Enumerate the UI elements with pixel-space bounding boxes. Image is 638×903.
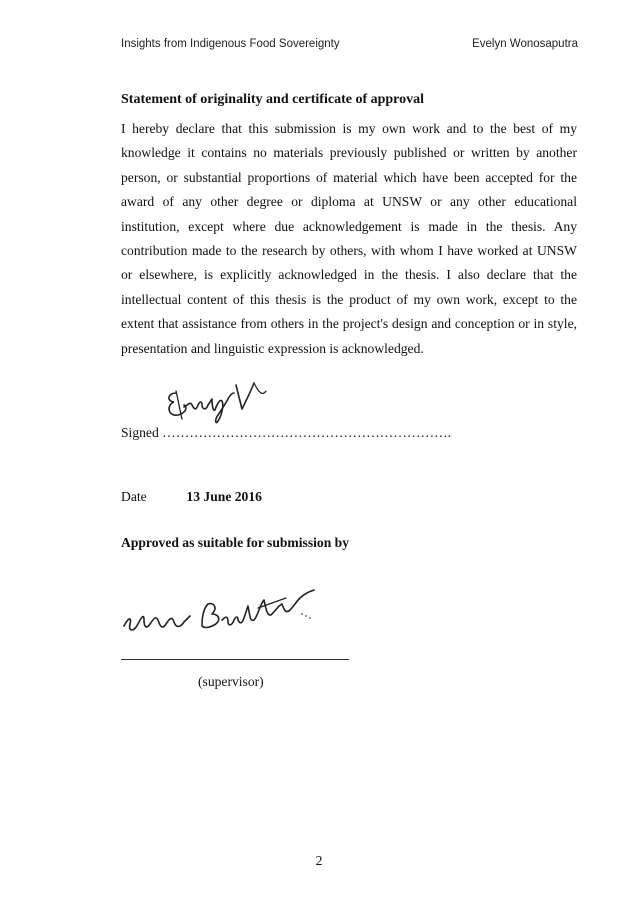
running-header [121, 38, 578, 50]
statement-body: I hereby declare that this submission is my own work and to the best of my knowledge it contains no materials previously published or written by another person, or substantial proportions of material which have been accepted for the award of any other degree or diploma at UNSW or any other educational institution, except where due acknowledgement is made in the thesis. Any contribution made to the research by others, with whom I have worked at UNSW or elsewhere, is explicitly acknowledged in the thesis. I also declare that the intellectual content of this thesis is the product of my own work, except to the extent that assistance from others in the project's design and conception or in style, presentation and linguistic expression is acknowledged. [121, 121, 577, 356]
header-author: Evelyn Wonosaputra [472, 38, 578, 50]
approval-heading: Approved as suitable for submission by [121, 535, 350, 550]
author-signature [162, 371, 280, 431]
date-value: 13 June 2016 [186, 489, 262, 504]
date-label: Date [121, 489, 147, 504]
supervisor-label: (supervisor) [198, 674, 264, 689]
signature-line [121, 659, 349, 660]
signed-line: Signed ………………………………………………………. [121, 425, 452, 440]
date-row [121, 489, 262, 505]
supervisor-signature [118, 580, 330, 644]
statement-title: Statement of originality and certificate of approval [121, 92, 425, 107]
header-title: Insights from Indigenous Food Sovereignty [121, 38, 340, 50]
page-number: 2 [315, 853, 323, 868]
